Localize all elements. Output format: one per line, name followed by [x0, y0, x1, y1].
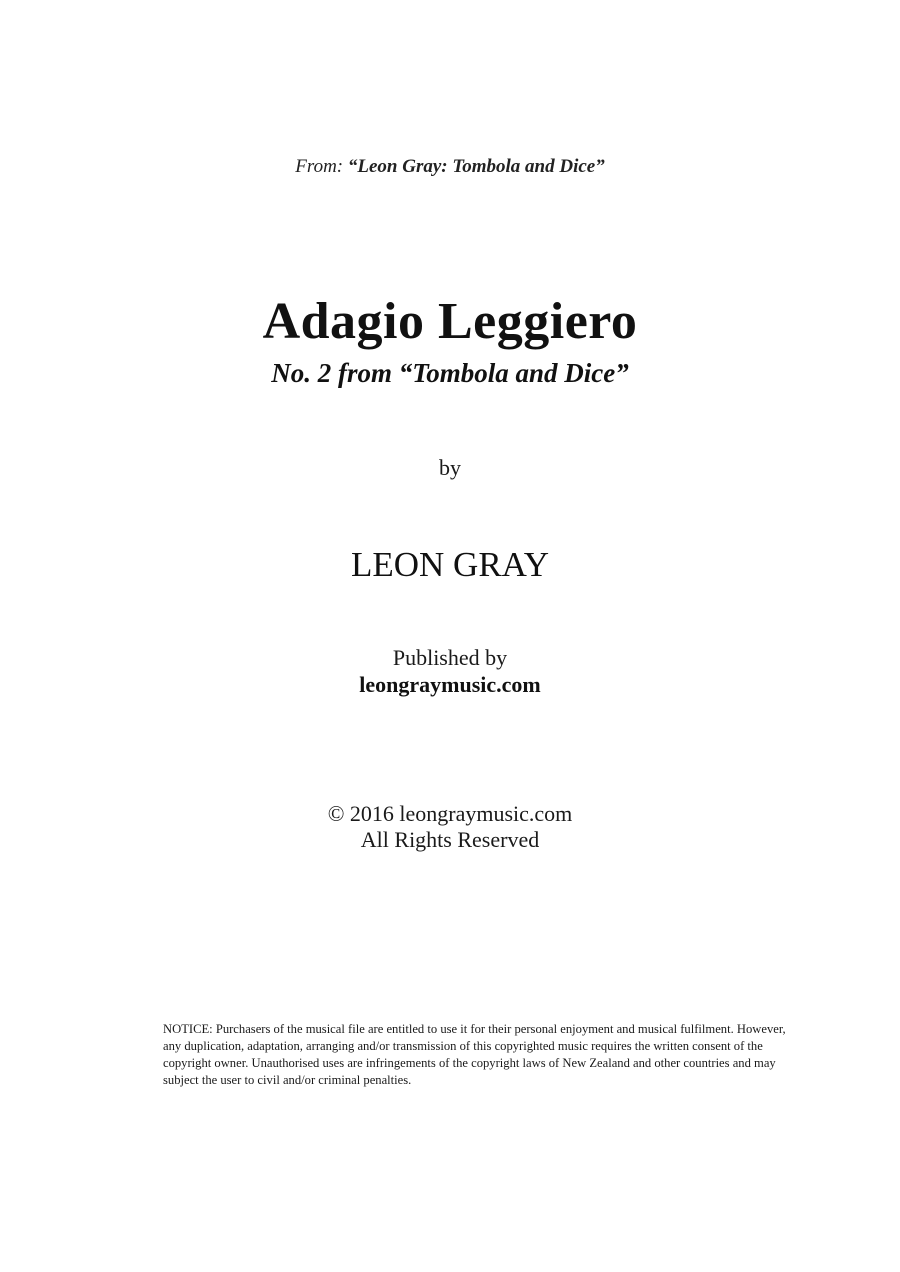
publisher-name: leongraymusic.com — [359, 672, 541, 697]
rights-reserved-line: All Rights Reserved — [360, 827, 540, 852]
piece-title: Adagio Leggiero — [262, 293, 638, 350]
copyright-notice: NOTICE: Purchasers of the musical file are entitled to use it for their personal enjoyment and musical fulfilment. However, any duplication, adaptation, arranging and/or transmission of this copyrighted music requires the written consent of the copyright owner. Unauthorised uses are infringements of the copyright laws of New Zealand and other countries and may subject the user to civil and/or criminal penalties. — [163, 1022, 786, 1087]
source-collection-line — [0, 156, 900, 178]
piece-subtitle: No. 2 from “Tombola and Dice” — [271, 358, 629, 388]
composer-name: LEON GRAY — [350, 545, 550, 584]
copyright-line: © 2016 leongraymusic.com — [327, 801, 573, 826]
collection-title: “Leon Gray: Tombola and Dice” — [347, 156, 605, 177]
from-prefix: From: — [295, 156, 348, 177]
published-by-label: Published by — [392, 645, 508, 670]
by-label: by — [439, 455, 461, 480]
